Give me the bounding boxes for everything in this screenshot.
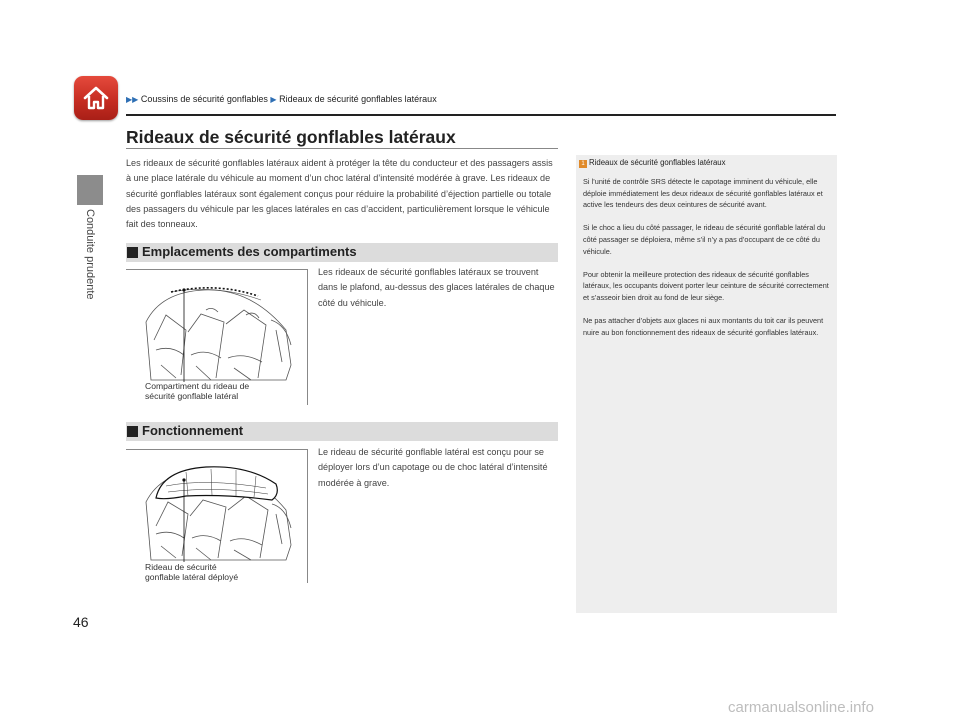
section-header-locations [126,243,558,262]
title-divider [126,148,558,149]
caption-line: gonflable latéral déployé [145,571,239,582]
caption-line: Compartiment du rideau de [145,381,250,391]
sidebar-paragraph: Ne pas attacher d’objets aux glaces ni aux montants du toit car ils peuvent nuire au bon fonctionnement des rideaux de sécurité gonflables latéraux. [583,316,824,337]
section-title: Emplacements des compartiments [142,244,357,259]
chapter-label [83,209,99,319]
page-title: Rideaux de sécurité gonflables latéraux [126,127,456,147]
section-paragraph: Le rideau de sécurité gonflable latéral est conçu pour se déployer lors d’un capotage ou de choc latéral d’intensité modérée à grave. [318,447,548,488]
sidebar-heading-text: Rideaux de sécurité gonflables latéraux [589,158,726,167]
chapter-label-text: Conduite prudente [84,209,96,300]
page-number: 46 [73,614,89,630]
section-marker-icon [127,247,138,258]
sidebar-heading [579,158,726,168]
home-icon [81,83,111,113]
section-title: Fonctionnement [142,423,244,438]
breadcrumb [126,94,437,104]
figure-caption [144,382,250,401]
watermark: carmanualsonline.info [728,699,874,716]
breadcrumb-arrows-icon: ▶▶ [126,95,139,104]
sidebar-paragraph: Si le choc a lieu du côté passager, le rideau de sécurité gonflable latéral du côté passager se déploiera, même s’il n’y a pas d’occupant de ce côté du véhicule. [583,223,826,256]
sidebar-paragraph: Pour obtenir la meilleure protection des rideaux de sécurité gonflables latéraux, les occupants doivent porter leur ceinture de sécurité correctement et s’asseoir bien droit au fond de leur siège. [583,269,829,302]
figure-caption [144,563,239,582]
chapter-tab[interactable] [77,175,103,205]
reference-number-icon: 1 [579,160,587,168]
breadcrumb-section-link[interactable]: Coussins de sécurité gonflables [140,94,268,104]
intro-paragraph: Les rideaux de sécurité gonflables latéraux aident à protéger la tête du conducteur et des passagers assis à une place latérale du véhicule au moment d’un choc latéral d’intensité modérée à grave. Les rideaux de sécurité gonflables latéraux sont également conçus pour réduire la probabilité d’éjection partielle ou totale des passagers du véhicule par les glaces latérales en cas d’accident, particulièrement lorsque le véhicule fait des tonneaux. [126,158,553,230]
caption-line: sécurité gonflable latéral [145,390,239,401]
sidebar-body [583,176,831,350]
breadcrumb-arrow-icon: ▶ [270,95,277,104]
home-button[interactable] [74,76,118,120]
caption-line: Rideau de sécurité [145,562,217,572]
breadcrumb-current-page: Rideaux de sécurité gonflables latéraux [279,94,437,104]
figure-compartment-location [126,269,308,405]
header-divider [126,114,836,116]
figure-deployed-curtain [126,449,308,583]
sidebar-notes [576,155,837,613]
section-marker-icon [127,426,138,437]
sidebar-paragraph: Si l’unité de contrôle SRS détecte le capotage imminent du véhicule, elle déploie immédiatement les deux rideaux de sécurité gonflables latéraux et active les tendeurs des deux ceintures de sécurité avant. [583,177,823,210]
section-paragraph: Les rideaux de sécurité gonflables latéraux se trouvent dans le plafond, au-dessus des glaces latérales de chaque côté du véhicule. [318,267,555,308]
section-header-operation [126,422,558,441]
